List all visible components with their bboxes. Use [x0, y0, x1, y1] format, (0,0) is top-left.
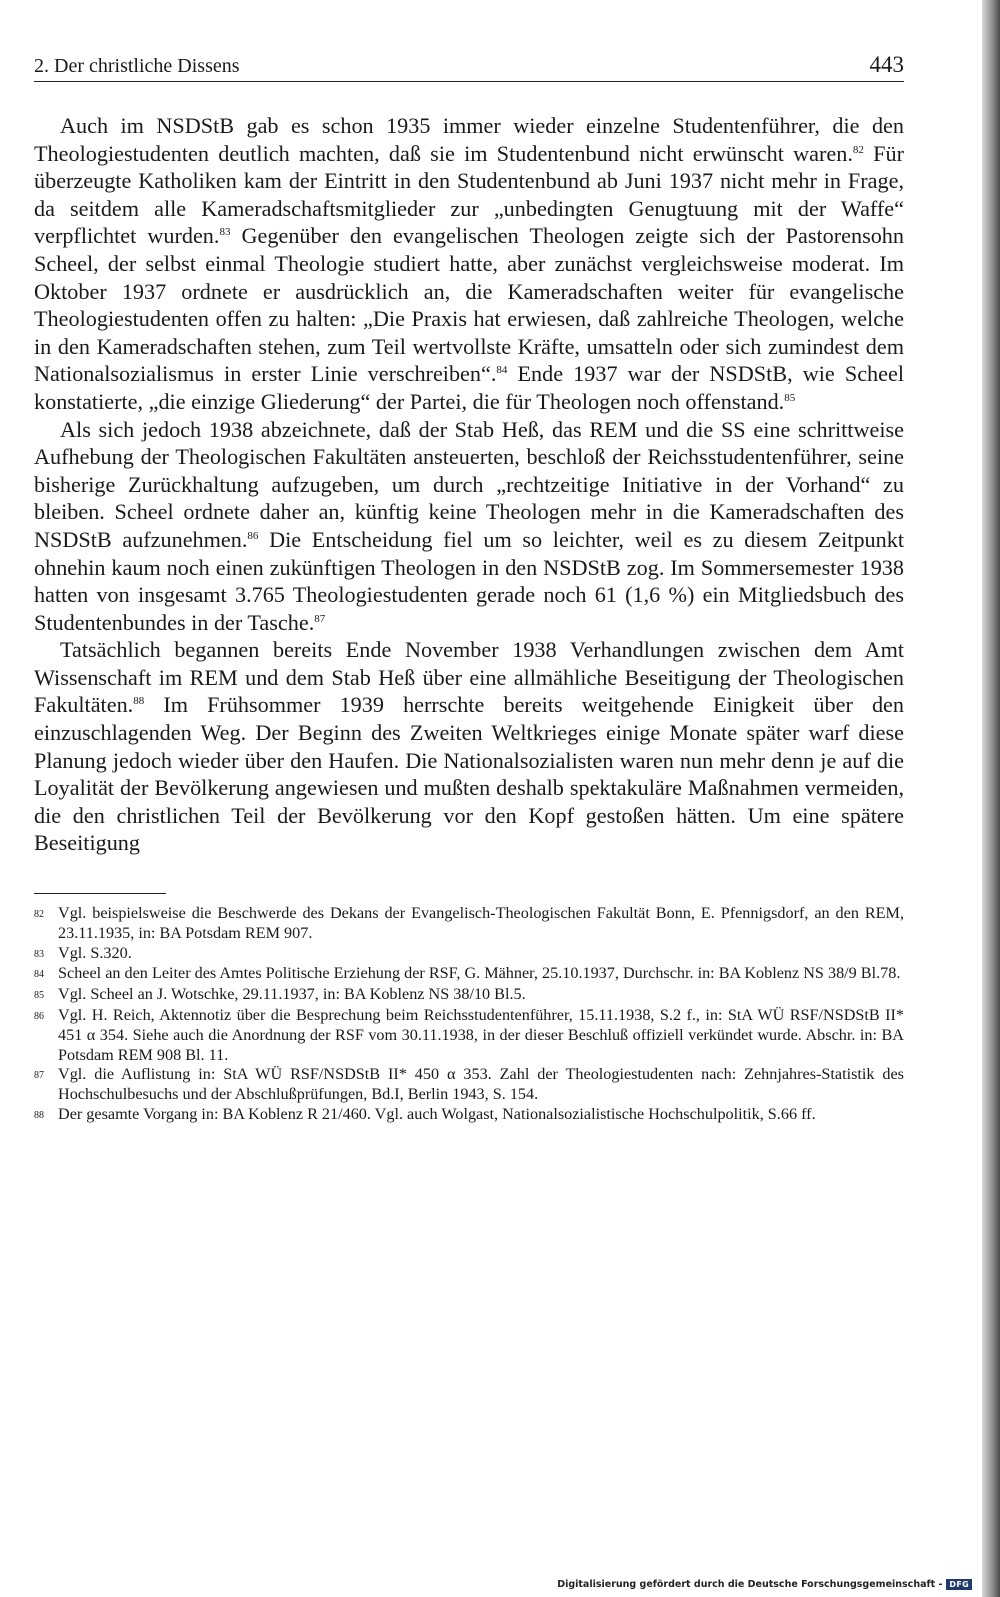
- footnote-text: Vgl. H. Reich, Aktennotiz über die Besprechung beim Reichsstudentenführer, 15.11.1938, S.2 f., in: StA WÜ RSF/NSDStB II* 451 α 354. Siehe auch die Anordnung der RSF vom 30.11.1938, in der dieser Beschluß offiziell verkündet wurde. Abschr. in: BA Potsdam REM 908 Bl. 11.: [58, 1006, 904, 1064]
- footnote-ref: 85: [784, 391, 796, 404]
- digitization-credit: [557, 1579, 972, 1590]
- main-text: [34, 112, 904, 857]
- paragraph-3: [34, 636, 904, 857]
- text-run: Für überzeugte Katholiken kam der Eintritt in den Studentenbund ab Juni 1937 nicht mehr in Frage, da seitdem alle Kameradschaftsmitglieder zur „unbedingten Genugtuung mit der Waffe“ verpflichtet wurden.: [34, 140, 904, 249]
- text-run: Die Entscheidung fiel um so leichter, weil es zu diesem Zeitpunkt ohnehin kaum noch einen zukünftigen Theologen in den NSDStB zog. Im Sommersemester 1938 hatten von insgesamt 3.765 Theologiestudenten gerade noch 61 (1,6 %) ein Mitgliedsbuch des Studentenbundes in der Tasche.: [34, 526, 904, 635]
- book-page: [34, 52, 904, 1126]
- footnote-text: Vgl. S.320.: [58, 943, 132, 962]
- footnote-divider: [34, 893, 166, 894]
- credit-text: Digitalisierung gefördert durch die Deutsche Forschungsgemeinschaft -: [557, 1579, 943, 1590]
- chapter-title: 2. Der christliche Dissens: [34, 55, 240, 77]
- footnote-85: [34, 985, 904, 1006]
- footnote-ref: 84: [496, 364, 508, 377]
- footnote-87: [34, 1065, 904, 1105]
- footnote-number: 87: [34, 1070, 44, 1082]
- text-run: Ende 1937 war der NSDStB, wie Scheel konstatierte, „die einzige Gliederung“ der Partei, die für Theologen noch offenstand.: [34, 361, 905, 414]
- footnote-text: Scheel an den Leiter des Amtes Politische Erziehung der RSF, G. Mähner, 25.10.1937, Durchschr. in: BA Koblenz NS 38/9 Bl.78.: [58, 964, 901, 983]
- footnote-84: [34, 964, 904, 985]
- footnote-text: Vgl. beispielsweise die Beschwerde des Dekans der Evangelisch-Theologischen Fakultät Bonn, E. Pfennigsdorf, an den REM, 23.11.1935, in: BA Potsdam REM 907.: [58, 904, 904, 942]
- text-run: Gegenüber den evangelischen Theologen zeigte sich der Pastorensohn Scheel, der selbst einmal Theologie studiert hatte, aber zunächst vergleichsweise moderat. Im Oktober 1937 ordnete er ausdrücklich an, die Kameradschaften weiter für evangelische Theologiestudenten offen zu halten: „Die Praxis hat erwiesen, daß zahlreiche Theologen, welche in den Kameradschaften stehen, zum Teil wertvollste Kräfte, umsatteln oder sich zumindest dem Nationalsozialismus in erster Linie verschreiben“.: [34, 223, 904, 387]
- running-head: [34, 52, 904, 82]
- footnote-text: Vgl. die Auflistung in: StA WÜ RSF/NSDStB II* 450 α 353. Zahl der Theologiestudenten nach: Zehnjahres-Statistik des Hochschulbesuchs und der Abschlußprüfungen, Bd.I, Berlin 1943, S. 154.: [58, 1065, 904, 1104]
- paragraph-2: [34, 416, 904, 637]
- footnote-text: Vgl. Scheel an J. Wotschke, 29.11.1937, in: BA Koblenz NS 38/10 Bl.5.: [58, 985, 526, 1004]
- footnote-83: [34, 944, 904, 965]
- scan-gutter-edge: [982, 0, 1000, 1597]
- footnote-ref: 83: [219, 226, 231, 239]
- footnote-ref: 87: [314, 612, 326, 625]
- footnote-number: 84: [34, 969, 44, 981]
- text-run: Im Frühsommer 1939 herrschte bereits weitgehende Einigkeit über den einzuschlagenden Weg. Der Beginn des Zweiten Weltkrieges einige Monate später warf diese Planung jedoch wieder über den Haufen. Die Nationalsozialisten waren nun mehr denn je auf die Loyalität der Bevölkerung angewiesen und mußten deshalb spektakuläre Maßnahmen vermeiden, die den christlichen Teil der Bevölkerung vor den Kopf gestoßen hätten. Um eine spätere Beseitigung: [34, 692, 904, 856]
- footnote-ref: 88: [133, 695, 145, 708]
- footnote-number: 88: [34, 1110, 44, 1121]
- footnote-86: [34, 1006, 904, 1065]
- text-run: Tatsächlich begannen bereits Ende November 1938 Verhandlungen zwischen dem Amt Wissenschaft im REM und dem Stab Heß über eine allmähliche Beseitigung der Theologischen Fakultäten.: [34, 637, 904, 718]
- page-number: 443: [869, 52, 904, 77]
- footnote-text: Der gesamte Vorgang in: BA Koblenz R 21/460. Vgl. auch Wolgast, Nationalsozialistische Hochschulpolitik, S.66 ff.: [58, 1105, 816, 1123]
- footnote-number: 86: [34, 1011, 44, 1023]
- footnote-number: 85: [34, 990, 44, 1002]
- footnote-82: [34, 904, 904, 944]
- footnote-ref: 82: [852, 143, 864, 156]
- footnote-88: [34, 1105, 904, 1126]
- footnote-ref: 86: [247, 529, 259, 542]
- text-run: Als sich jedoch 1938 abzeichnete, daß der Stab Heß, das REM und die SS eine schrittweise Aufhebung der Theologischen Fakultäten ansteuerten, beschloß der Reichsstudentenführer, seine bisherige Zurückhaltung aufzugeben, um durch „rechtzeitige Initiative in der Vorhand“ zu bleiben. Scheel ordnete daher an, künftig keine Theologen mehr in die Kameradschaften des NSDStB aufzunehmen.: [34, 416, 904, 552]
- footnote-number: 82: [34, 909, 44, 921]
- dfg-logo: DFG: [946, 1579, 972, 1590]
- paragraph-1: [34, 112, 904, 416]
- footnotes: [34, 904, 904, 1126]
- footnote-number: 83: [34, 948, 44, 960]
- text-run: Auch im NSDStB gab es schon 1935 immer wieder einzelne Studentenführer, die den Theologiestudenten deutlich machten, daß sie im Studentenbund nicht erwünscht waren.: [34, 113, 904, 166]
